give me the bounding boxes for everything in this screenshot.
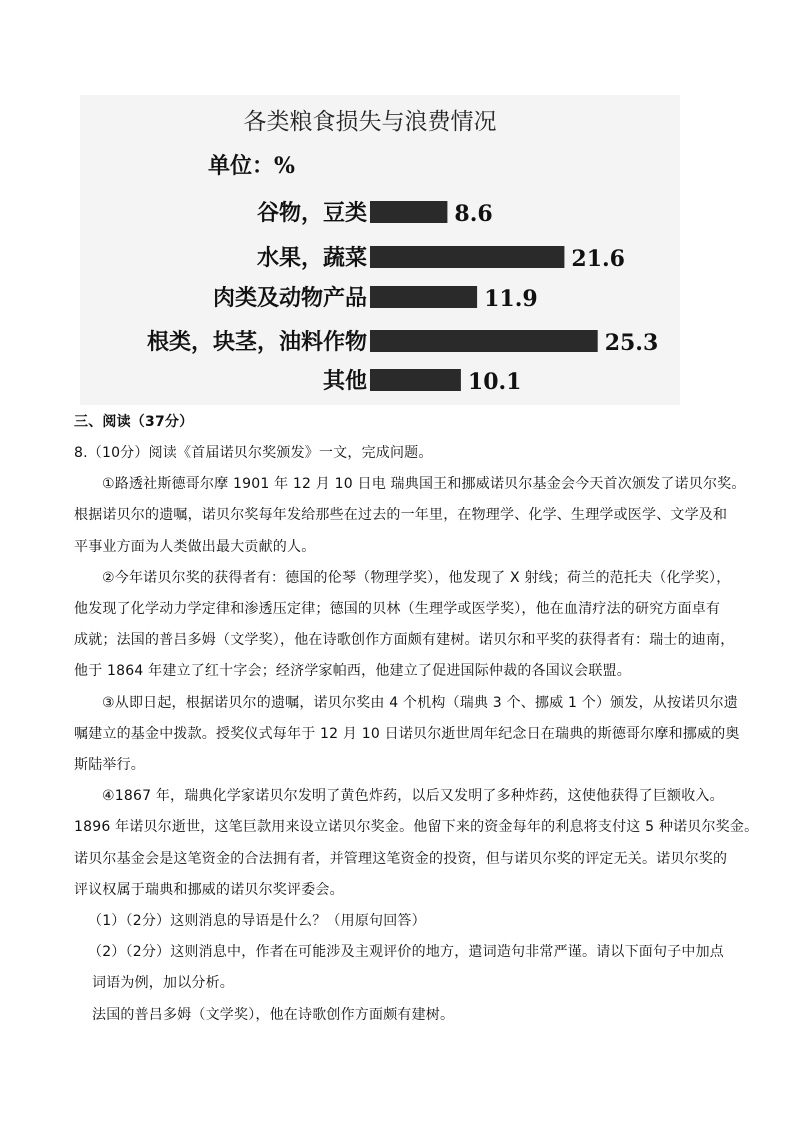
passage-line: 词语为例，加以分析。 [92,975,234,992]
value-label: 21.6 [571,246,625,272]
passage-line: 评议权属于瑞典和挪威的诺贝尔奖评委会。 [74,881,344,898]
category-label: 谷物，豆类 [256,200,367,226]
food-loss-bar-chart [80,95,680,405]
bar [370,286,477,308]
passage-line: 1896 年诺贝尔逝世，这笔巨款用来设立诺贝尔奖金。他留下来的资金每年的利息将支付这 5 种诺贝尔奖金。 [74,819,759,836]
value-label: 8.6 [454,201,493,227]
chart-title: 各类粮食损失与浪费情况 [243,109,497,135]
category-label: 根类，块茎，油料作物 [146,329,367,355]
category-label: 水果，蔬菜 [256,245,367,271]
category-label: 肉类及动物产品 [212,285,367,311]
passage-line: ①路透社斯德哥尔摩 1901 年 12 月 10 日电 瑞典国王和挪威诺贝尔基金会今天首次颁发了诺贝尔奖。 [102,476,746,493]
bar [370,369,461,391]
passage-line: ②今年诺贝尔奖的获得者有：德国的伦琴（物理学奖），他发现了 X 射线；荷兰的范托夫（化学奖）， [102,569,731,586]
bar [370,246,564,268]
passage-line: 他于 1864 年建立了红十字会；经济学家帕西，他建立了促进国际仲裁的各国议会联盟。 [74,663,631,680]
value-label: 10.1 [467,369,522,395]
passage-line: 他发现了化学动力学定律和渗透压定律；德国的贝林（生理学或医学奖），他在血清疗法的研究方面卓有 [74,601,721,617]
passage-line: 8.（10分）阅读《首届诺贝尔奖颁发》一文，完成问题。 [74,445,433,461]
passage-line: 嘱建立的基金中拨款。授奖仪式每年于 12 月 10 日诺贝尔逝世周年纪念日在瑞典的斯德哥尔摩和挪威的奥 [74,725,740,742]
value-label: 11.9 [484,286,538,312]
passage-line: （1）（2分）这则消息的导语是什么？（用原句回答） [88,913,426,929]
passage-line: 成就；法国的普吕多姆（文学奖），他在诗歌创作方面颇有建树。诺贝尔和平奖的获得者有：瑞士的迪南， [74,632,735,649]
passage-line: 法国的普吕多姆（文学奖），他在诗歌创作方面颇有建树。 [92,1006,455,1023]
category-label: 其他 [322,368,367,394]
passage-line: 根据诺贝尔的遗嘱，诺贝尔奖每年发给那些在过去的一年里，在物理学、化学、生理学或医学、文学及和 [74,507,728,524]
passage-line: 诺贝尔基金会是这笔资金的合法拥有者，并管理这笔资金的投资，但与诺贝尔奖的评定无关。诺贝尔奖的 [74,850,728,867]
chart-unit-label: 单位：% [208,153,295,179]
passage-line: ④1867 年，瑞典化学家诺贝尔发明了黄色炸药，以后又发明了多种炸药，这使他获得了巨额收入。 [102,788,724,805]
section-title: 三、阅读（37分） [74,414,194,430]
value-label: 25.3 [604,330,659,356]
passage-line: ③从即日起，根据诺贝尔的遗嘱，诺贝尔奖由 4 个机构（瑞典 3 个、挪威 1 个）颁发，从按诺贝尔遗 [102,694,738,711]
passage-line: （2）（2分）这则消息中，作者在可能涉及主观评价的地方，遣词造句非常严谨。请以下面句子中加点 [88,944,725,961]
chart-svg [80,95,680,405]
passage-line: 平事业方面为人类做出最大贡献的人。 [74,538,316,555]
passage-line: 斯陆举行。 [74,757,145,773]
bar [370,201,447,223]
bar [370,330,598,352]
